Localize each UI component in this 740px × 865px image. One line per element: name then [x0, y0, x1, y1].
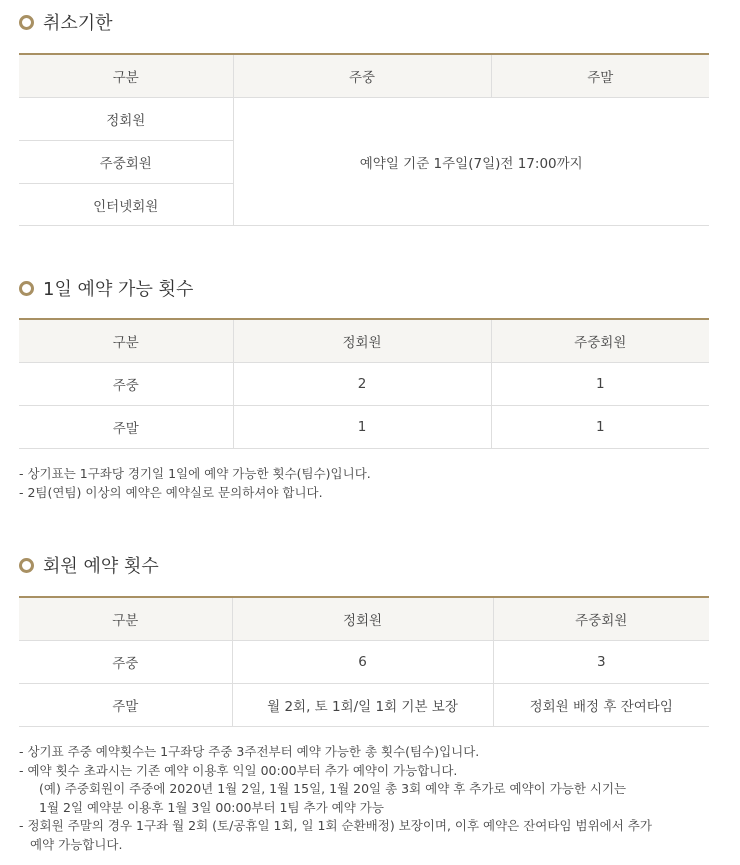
circle-bullet-icon: [19, 15, 34, 30]
note-line: - 상기표 주중 예약횟수는 1구좌당 주중 3주전부터 예약 가능한 총 횟수(팀수)입니다.: [19, 744, 480, 759]
table-row: [19, 363, 709, 406]
row-label: 주중: [19, 641, 232, 684]
cell-regular-member: 6: [232, 641, 493, 684]
daily-limit-notes: [19, 465, 709, 502]
member-count-notes: [19, 743, 709, 854]
circle-bullet-icon: [19, 281, 34, 296]
note-line: - 2팀(연팀) 이상의 예약은 예약실로 문의하셔야 합니다.: [19, 484, 323, 500]
row-label-internet-member: 인터넷회원: [19, 184, 233, 226]
member-count-table-wrap: [19, 596, 709, 727]
section-title: [19, 553, 709, 577]
section-title: [19, 10, 709, 34]
header-weekday-member: 주중회원: [491, 319, 709, 363]
note-line-continued: 예약 가능합니다.: [30, 836, 123, 852]
note-example-line: (예) 주중회원이 주중에 2020년 1월 2일, 1월 15일, 1월 20일 총 3회 예약 후 추가로 예약이 가능한 시기는: [39, 781, 627, 796]
header-category: 구분: [19, 319, 233, 363]
cancel-deadline-table-wrap: [19, 53, 709, 226]
header-weekend: 주말: [491, 54, 709, 98]
header-weekday: 주중: [233, 54, 491, 98]
note-line: - 예약 횟수 초과시는 기존 예약 이용후 익일 00:00부터 추가 예약이 가능합니다.: [19, 762, 458, 778]
cell-weekday-member: 정회원 배정 후 잔여타임: [493, 684, 709, 727]
circle-bullet-icon: [19, 558, 34, 573]
table-row: [19, 641, 709, 684]
cell-regular-member: 2: [233, 363, 491, 406]
daily-limit-table: [19, 318, 709, 449]
table-header-row: [19, 54, 709, 98]
note-example-line: 1월 2일 예약분 이용후 1월 3일 00:00부터 1팀 추가 예약 가능: [39, 799, 384, 815]
header-regular-member: 정회원: [233, 319, 491, 363]
cancel-deadline-table: [19, 53, 709, 226]
cell-weekday-member: 3: [493, 641, 709, 684]
cell-weekday-member: 1: [491, 406, 709, 449]
table-header-row: [19, 597, 709, 641]
row-label: 주중: [19, 363, 233, 406]
section-daily-booking-limit: [19, 276, 709, 300]
section-member-booking-count: [19, 553, 709, 577]
table-row: [19, 684, 709, 727]
section-title-text: 회원 예약 횟수: [43, 556, 159, 577]
cell-regular-member: 월 2회, 토 1회/일 1회 기본 보장: [232, 684, 493, 727]
table-header-row: [19, 319, 709, 363]
header-category: 구분: [19, 597, 232, 641]
row-label: 주말: [19, 406, 233, 449]
row-label: 주말: [19, 684, 232, 727]
cell-weekday-member: 1: [491, 363, 709, 406]
row-label-regular-member: 정회원: [19, 98, 233, 141]
cell-regular-member: 1: [233, 406, 491, 449]
cancel-deadline-value: 예약일 기준 1주일(7일)전 17:00까지: [233, 98, 709, 226]
daily-limit-table-wrap: [19, 318, 709, 449]
table-row: [19, 98, 709, 141]
header-regular-member: 정회원: [232, 597, 493, 641]
section-title: [19, 276, 709, 300]
member-count-table: [19, 596, 709, 727]
section-title-text: 1일 예약 가능 횟수: [43, 279, 194, 300]
note-line: - 정회원 주말의 경우 1구좌 월 2회 (토/공휴일 1회, 일 1회 순환배정) 보장이며, 이후 예약은 잔여타임 범위에서 추가: [19, 818, 652, 833]
header-weekday-member: 주중회원: [493, 597, 709, 641]
section-cancel-deadline: [19, 10, 709, 34]
note-line: - 상기표는 1구좌당 경기일 1일에 예약 가능한 횟수(팀수)입니다.: [19, 466, 371, 481]
row-label-weekday-member: 주중회원: [19, 141, 233, 184]
header-category: 구분: [19, 54, 233, 98]
section-title-text: 취소기한: [43, 13, 113, 34]
table-row: [19, 406, 709, 449]
